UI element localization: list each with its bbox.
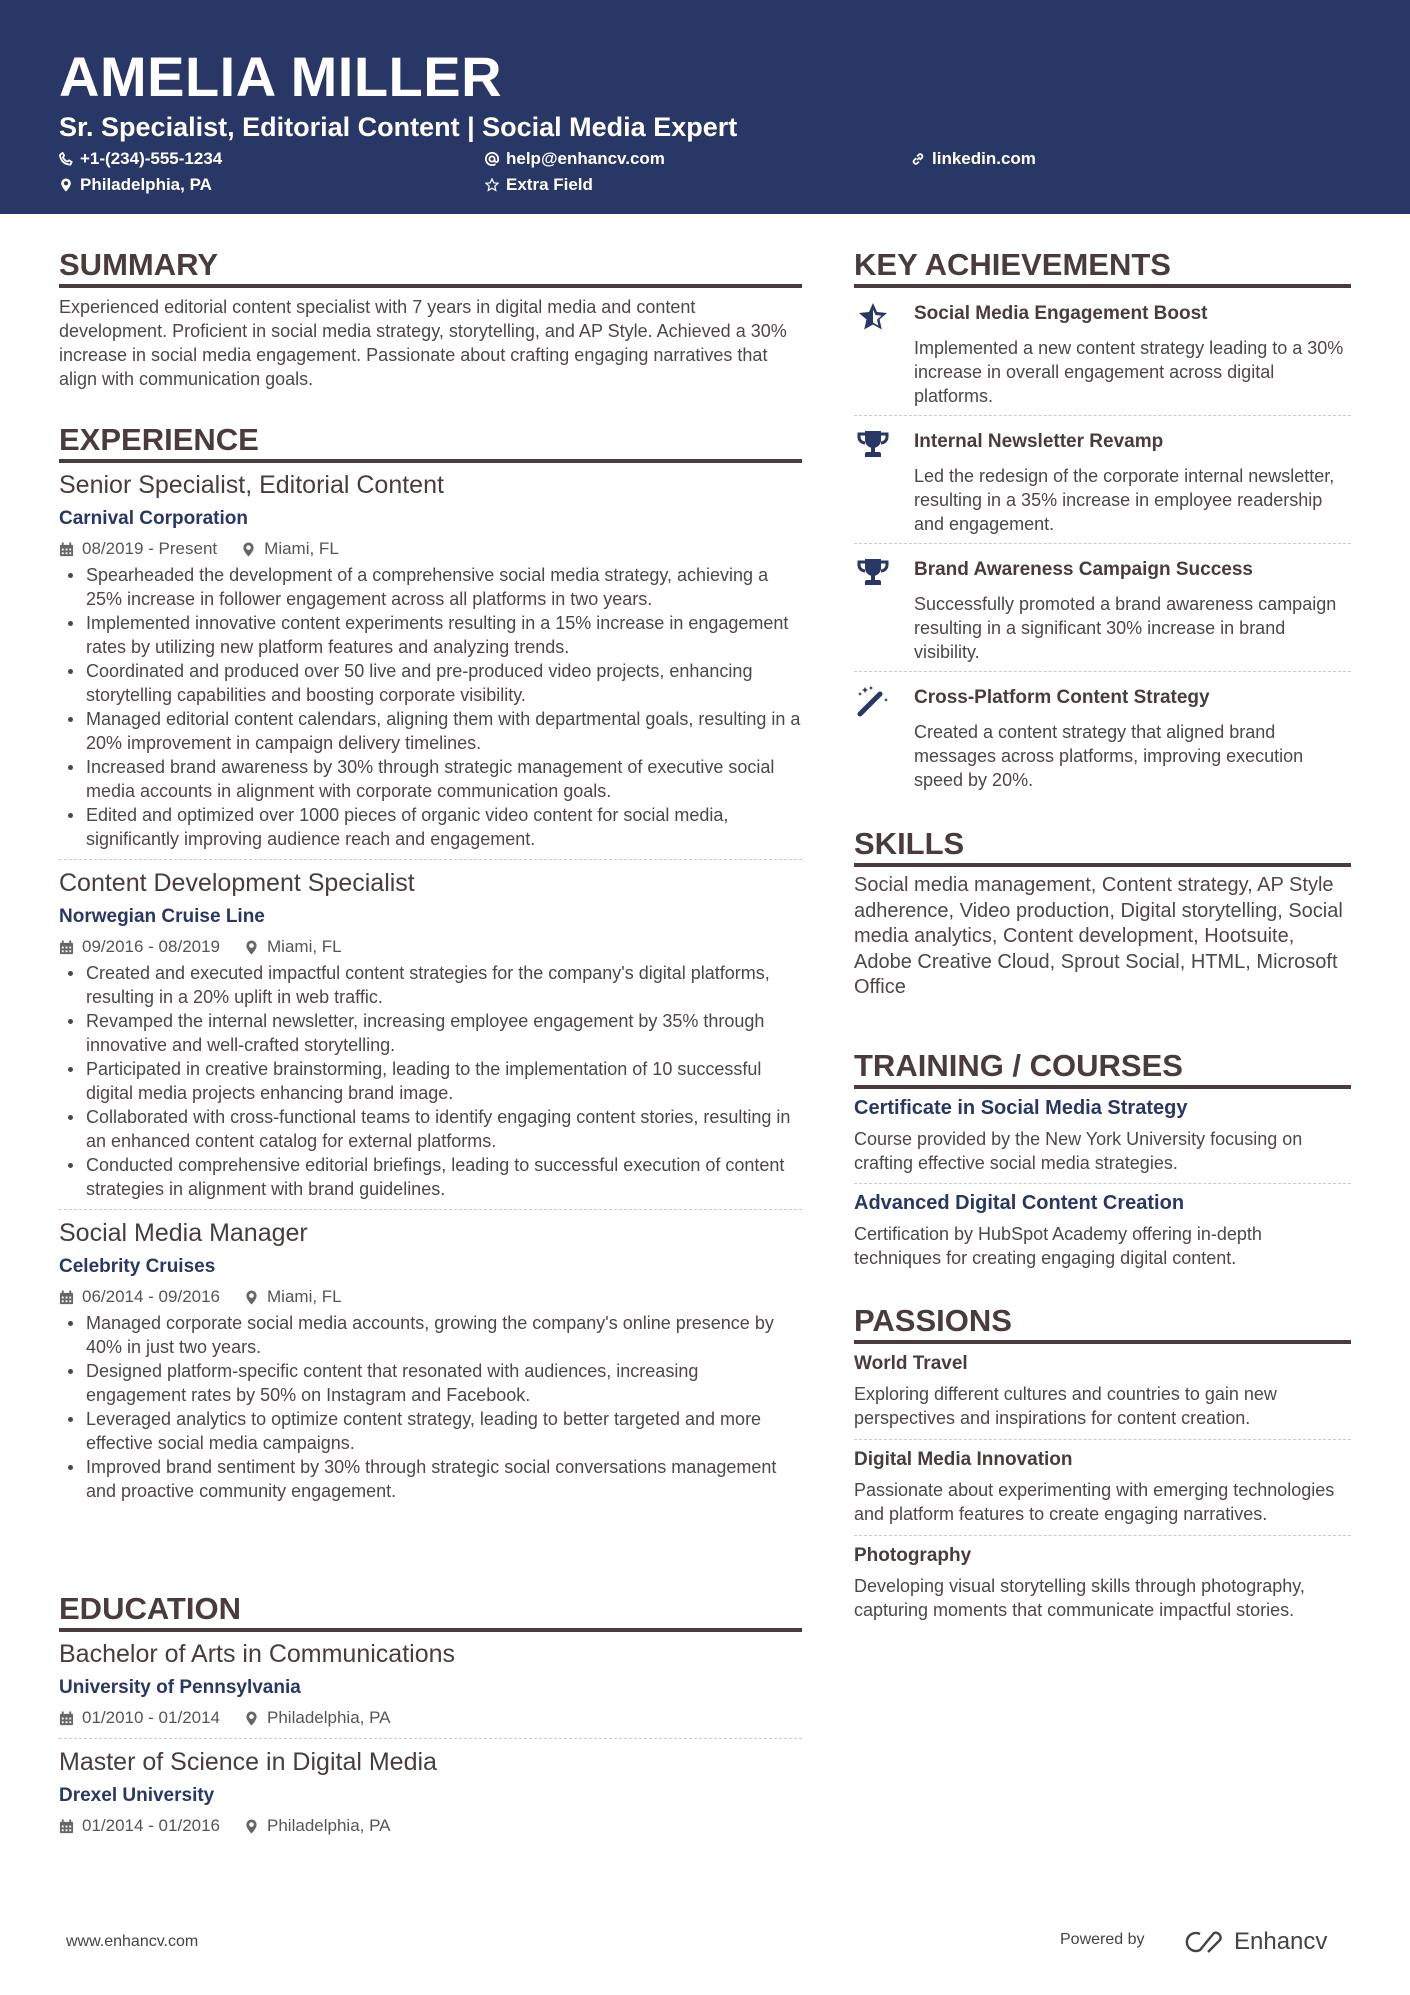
education-meta <box>59 1814 802 1838</box>
achievement-title: Cross-Platform Content Strategy <box>914 687 1210 708</box>
website-link[interactable]: linkedin.com <box>932 149 1036 168</box>
passion-desc: Exploring different cultures and countries to gain new perspectives and inspirations for content creation. <box>854 1384 1277 1428</box>
job-location: Miami, FL <box>267 937 342 956</box>
calendar-icon <box>59 542 74 557</box>
passion-desc: Developing visual storytelling skills through photography, capturing moments that communicate impactful stories. <box>854 1576 1305 1620</box>
website[interactable] <box>911 149 1036 169</box>
enhancv-logo-icon <box>1180 1929 1226 1955</box>
section-title: EXPERIENCE <box>59 422 259 457</box>
job-dates: 06/2014 - 09/2016 <box>82 1287 221 1306</box>
achievement-desc: Created a content strategy that aligned brand messages across platforms, improving execution speed by 20%. <box>914 722 1304 790</box>
education-section <box>59 1591 802 1846</box>
section-title: EDUCATION <box>59 1591 241 1626</box>
location-pin-icon <box>241 542 256 557</box>
section-title: SKILLS <box>854 826 965 861</box>
achievement-desc: Successfully promoted a brand awareness campaign resulting in a significant 30% increase in brand visibility. <box>914 594 1337 662</box>
calendar-icon <box>59 1819 74 1834</box>
job-entry <box>59 1218 802 1511</box>
education-location: Philadelphia, PA <box>267 1708 391 1727</box>
achievement-desc: Led the redesign of the corporate internal newsletter, resulting in a 35% increase in employee readership and engagement. <box>914 466 1335 534</box>
header <box>0 0 1410 214</box>
job-entry <box>59 470 802 860</box>
education-entry <box>59 1747 802 1846</box>
achievement-item <box>854 416 1351 544</box>
section-divider <box>59 284 802 288</box>
location-pin-icon <box>59 178 73 192</box>
bullet: Coordinated and produced over 50 live and pre-produced video projects, enhancing storytelling capabilities and boosting corporate visibility. <box>59 659 802 707</box>
job-entry <box>59 868 802 1210</box>
bullet: Designed platform-specific content that resonated with audiences, increasing engagement rates by 50% on Instagram and Facebook. <box>59 1359 802 1407</box>
passion-title: Digital Media Innovation <box>854 1449 1073 1470</box>
job-meta <box>59 935 802 959</box>
candidate-name: AMELIA MILLER <box>59 45 503 108</box>
job-bullets <box>59 961 802 1201</box>
company-name: Carnival Corporation <box>59 508 248 529</box>
bullet: Edited and optimized over 1000 pieces of organic video content for social media, significantly improving audience reach and engagement. <box>59 803 802 851</box>
passions-section <box>854 1303 1351 1631</box>
passion-item <box>854 1440 1351 1536</box>
bullet: Conducted comprehensive editorial briefings, leading to successful execution of content strategies in alignment with brand guidelines. <box>59 1153 802 1201</box>
bullet: Managed corporate social media accounts, growing the company's online presence by 40% in just two years. <box>59 1311 802 1359</box>
education-dates: 01/2010 - 01/2014 <box>82 1708 221 1727</box>
summary-section <box>59 247 802 391</box>
achievement-item <box>854 288 1351 416</box>
experience-section <box>59 422 802 1511</box>
calendar-icon <box>59 940 74 955</box>
company-name: Norwegian Cruise Line <box>59 906 265 927</box>
enhancv-logo[interactable] <box>1180 1928 1327 1956</box>
passion-title: World Travel <box>854 1353 968 1374</box>
section-title: TRAINING / COURSES <box>854 1048 1183 1083</box>
passion-title: Photography <box>854 1545 972 1566</box>
bullet: Improved brand sentiment by 30% through strategic social conversations management and proactive community engagement. <box>59 1455 802 1503</box>
passion-desc: Passionate about experimenting with emerging technologies and platform features to create engaging narratives. <box>854 1480 1335 1524</box>
job-dates: 08/2019 - Present <box>82 539 218 558</box>
job-title: Content Development Specialist <box>59 869 415 897</box>
school-name: Drexel University <box>59 1785 215 1806</box>
job-bullets <box>59 563 802 851</box>
footer-url[interactable]: www.enhancv.com <box>66 1933 199 1950</box>
degree: Bachelor of Arts in Communications <box>59 1640 456 1668</box>
passion-item <box>854 1344 1351 1440</box>
bullet: Created and executed impactful content strategies for the company's digital platforms, resulting in a 20% uplift in web traffic. <box>59 961 802 1009</box>
trophy-icon <box>856 428 890 462</box>
course-desc: Course provided by the New York University focusing on crafting effective social media strategies. <box>854 1129 1303 1173</box>
skills-text: Social media management, Content strategy, AP Style adherence, Video production, Digital storytelling, Social media analytics, Content development, Hootsuite, Adobe Creative Cloud, Sprout Social, HTML, Microsoft Office <box>854 874 1343 998</box>
skills-section <box>854 826 1351 1001</box>
achievement-title: Brand Awareness Campaign Success <box>914 559 1253 580</box>
passion-item <box>854 1536 1351 1631</box>
course-title: Advanced Digital Content Creation <box>854 1192 1185 1214</box>
location-pin-icon <box>244 1290 259 1305</box>
at-icon <box>485 152 499 166</box>
course-item <box>854 1184 1351 1278</box>
location <box>59 175 212 195</box>
training-section <box>854 1048 1351 1278</box>
job-location: Miami, FL <box>267 1287 342 1306</box>
section-title: PASSIONS <box>854 1303 1012 1338</box>
calendar-icon <box>59 1290 74 1305</box>
location-pin-icon <box>244 940 259 955</box>
summary-text: Experienced editorial content specialist with 7 years in digital media and content development. Proficient in social media strategy, storytelling, and AP Style. Achieved a 30% increase in social media engagement. Passionate about crafting engaging narratives that align with communication goals. <box>59 297 787 389</box>
bullet: Increased brand awareness by 30% through strategic management of executive social media accounts in alignment with corporate communication goals. <box>59 755 802 803</box>
link-icon <box>911 152 925 166</box>
enhancv-logo-text: Enhancv <box>1234 1928 1328 1955</box>
bullet: Participated in creative brainstorming, leading to the implementation of 10 successful digital media projects enhancing brand image. <box>59 1057 802 1105</box>
extra-field-text: Extra Field <box>506 175 593 194</box>
star-icon <box>485 178 499 192</box>
bullet: Spearheaded the development of a comprehensive social media strategy, achieving a 25% increase in follower engagement across all platforms in two years. <box>59 563 802 611</box>
education-location: Philadelphia, PA <box>267 1816 391 1835</box>
education-entry <box>59 1639 802 1739</box>
section-title: KEY ACHIEVEMENTS <box>854 247 1171 282</box>
achievement-title: Internal Newsletter Revamp <box>914 431 1164 452</box>
phone-text: +1-(234)-555-1234 <box>80 149 223 168</box>
email[interactable] <box>485 149 665 169</box>
education-dates: 01/2014 - 01/2016 <box>82 1816 221 1835</box>
job-meta <box>59 537 802 561</box>
job-location: Miami, FL <box>264 539 339 558</box>
calendar-icon <box>59 1711 74 1726</box>
section-divider <box>59 459 802 463</box>
phone <box>59 149 222 169</box>
job-title: Social Media Manager <box>59 1219 308 1247</box>
bullet: Implemented innovative content experiments resulting in a 15% increase in engagement rates by utilizing new platform features and analyzing trends. <box>59 611 802 659</box>
course-title: Certificate in Social Media Strategy <box>854 1097 1188 1119</box>
course-desc: Certification by HubSpot Academy offering in-depth techniques for creating engaging digital content. <box>854 1224 1262 1268</box>
bullet: Revamped the internal newsletter, increasing employee engagement by 35% through innovative and well-crafted storytelling. <box>59 1009 802 1057</box>
achievement-item <box>854 544 1351 672</box>
achievement-desc: Implemented a new content strategy leading to a 30% increase in overall engagement across digital platforms. <box>914 338 1344 406</box>
powered-by-label: Powered by <box>1060 1931 1145 1948</box>
section-divider <box>59 1628 802 1632</box>
email-link[interactable]: help@enhancv.com <box>506 149 665 168</box>
location-pin-icon <box>244 1819 259 1834</box>
section-divider <box>854 863 1351 867</box>
job-title: Senior Specialist, Editorial Content <box>59 471 444 499</box>
star-icon <box>856 300 890 334</box>
job-dates: 09/2016 - 08/2019 <box>82 937 221 956</box>
candidate-title: Sr. Specialist, Editorial Content | Social Media Expert <box>59 112 738 142</box>
key-achievements-section <box>854 247 1351 799</box>
education-meta <box>59 1706 802 1730</box>
company-name: Celebrity Cruises <box>59 1256 216 1277</box>
degree: Master of Science in Digital Media <box>59 1748 437 1776</box>
location-text: Philadelphia, PA <box>80 175 212 194</box>
phone-icon <box>59 152 73 166</box>
school-name: University of Pennsylvania <box>59 1677 301 1698</box>
bullet: Collaborated with cross-functional teams to identify engaging content stories, resulting in an enhanced content catalog for external platforms. <box>59 1105 802 1153</box>
achievement-title: Social Media Engagement Boost <box>914 303 1208 324</box>
extra-field <box>485 175 593 195</box>
job-bullets <box>59 1311 802 1503</box>
achievement-item <box>854 672 1351 799</box>
magic-wand-icon <box>856 684 890 718</box>
section-title: SUMMARY <box>59 247 219 282</box>
course-item <box>854 1089 1351 1184</box>
bullet: Leveraged analytics to optimize content strategy, leading to better targeted and more effective social media campaigns. <box>59 1407 802 1455</box>
bullet: Managed editorial content calendars, aligning them with departmental goals, resulting in a 20% improvement in campaign delivery timelines. <box>59 707 802 755</box>
trophy-icon <box>856 556 890 590</box>
location-pin-icon <box>244 1711 259 1726</box>
job-meta <box>59 1285 802 1309</box>
